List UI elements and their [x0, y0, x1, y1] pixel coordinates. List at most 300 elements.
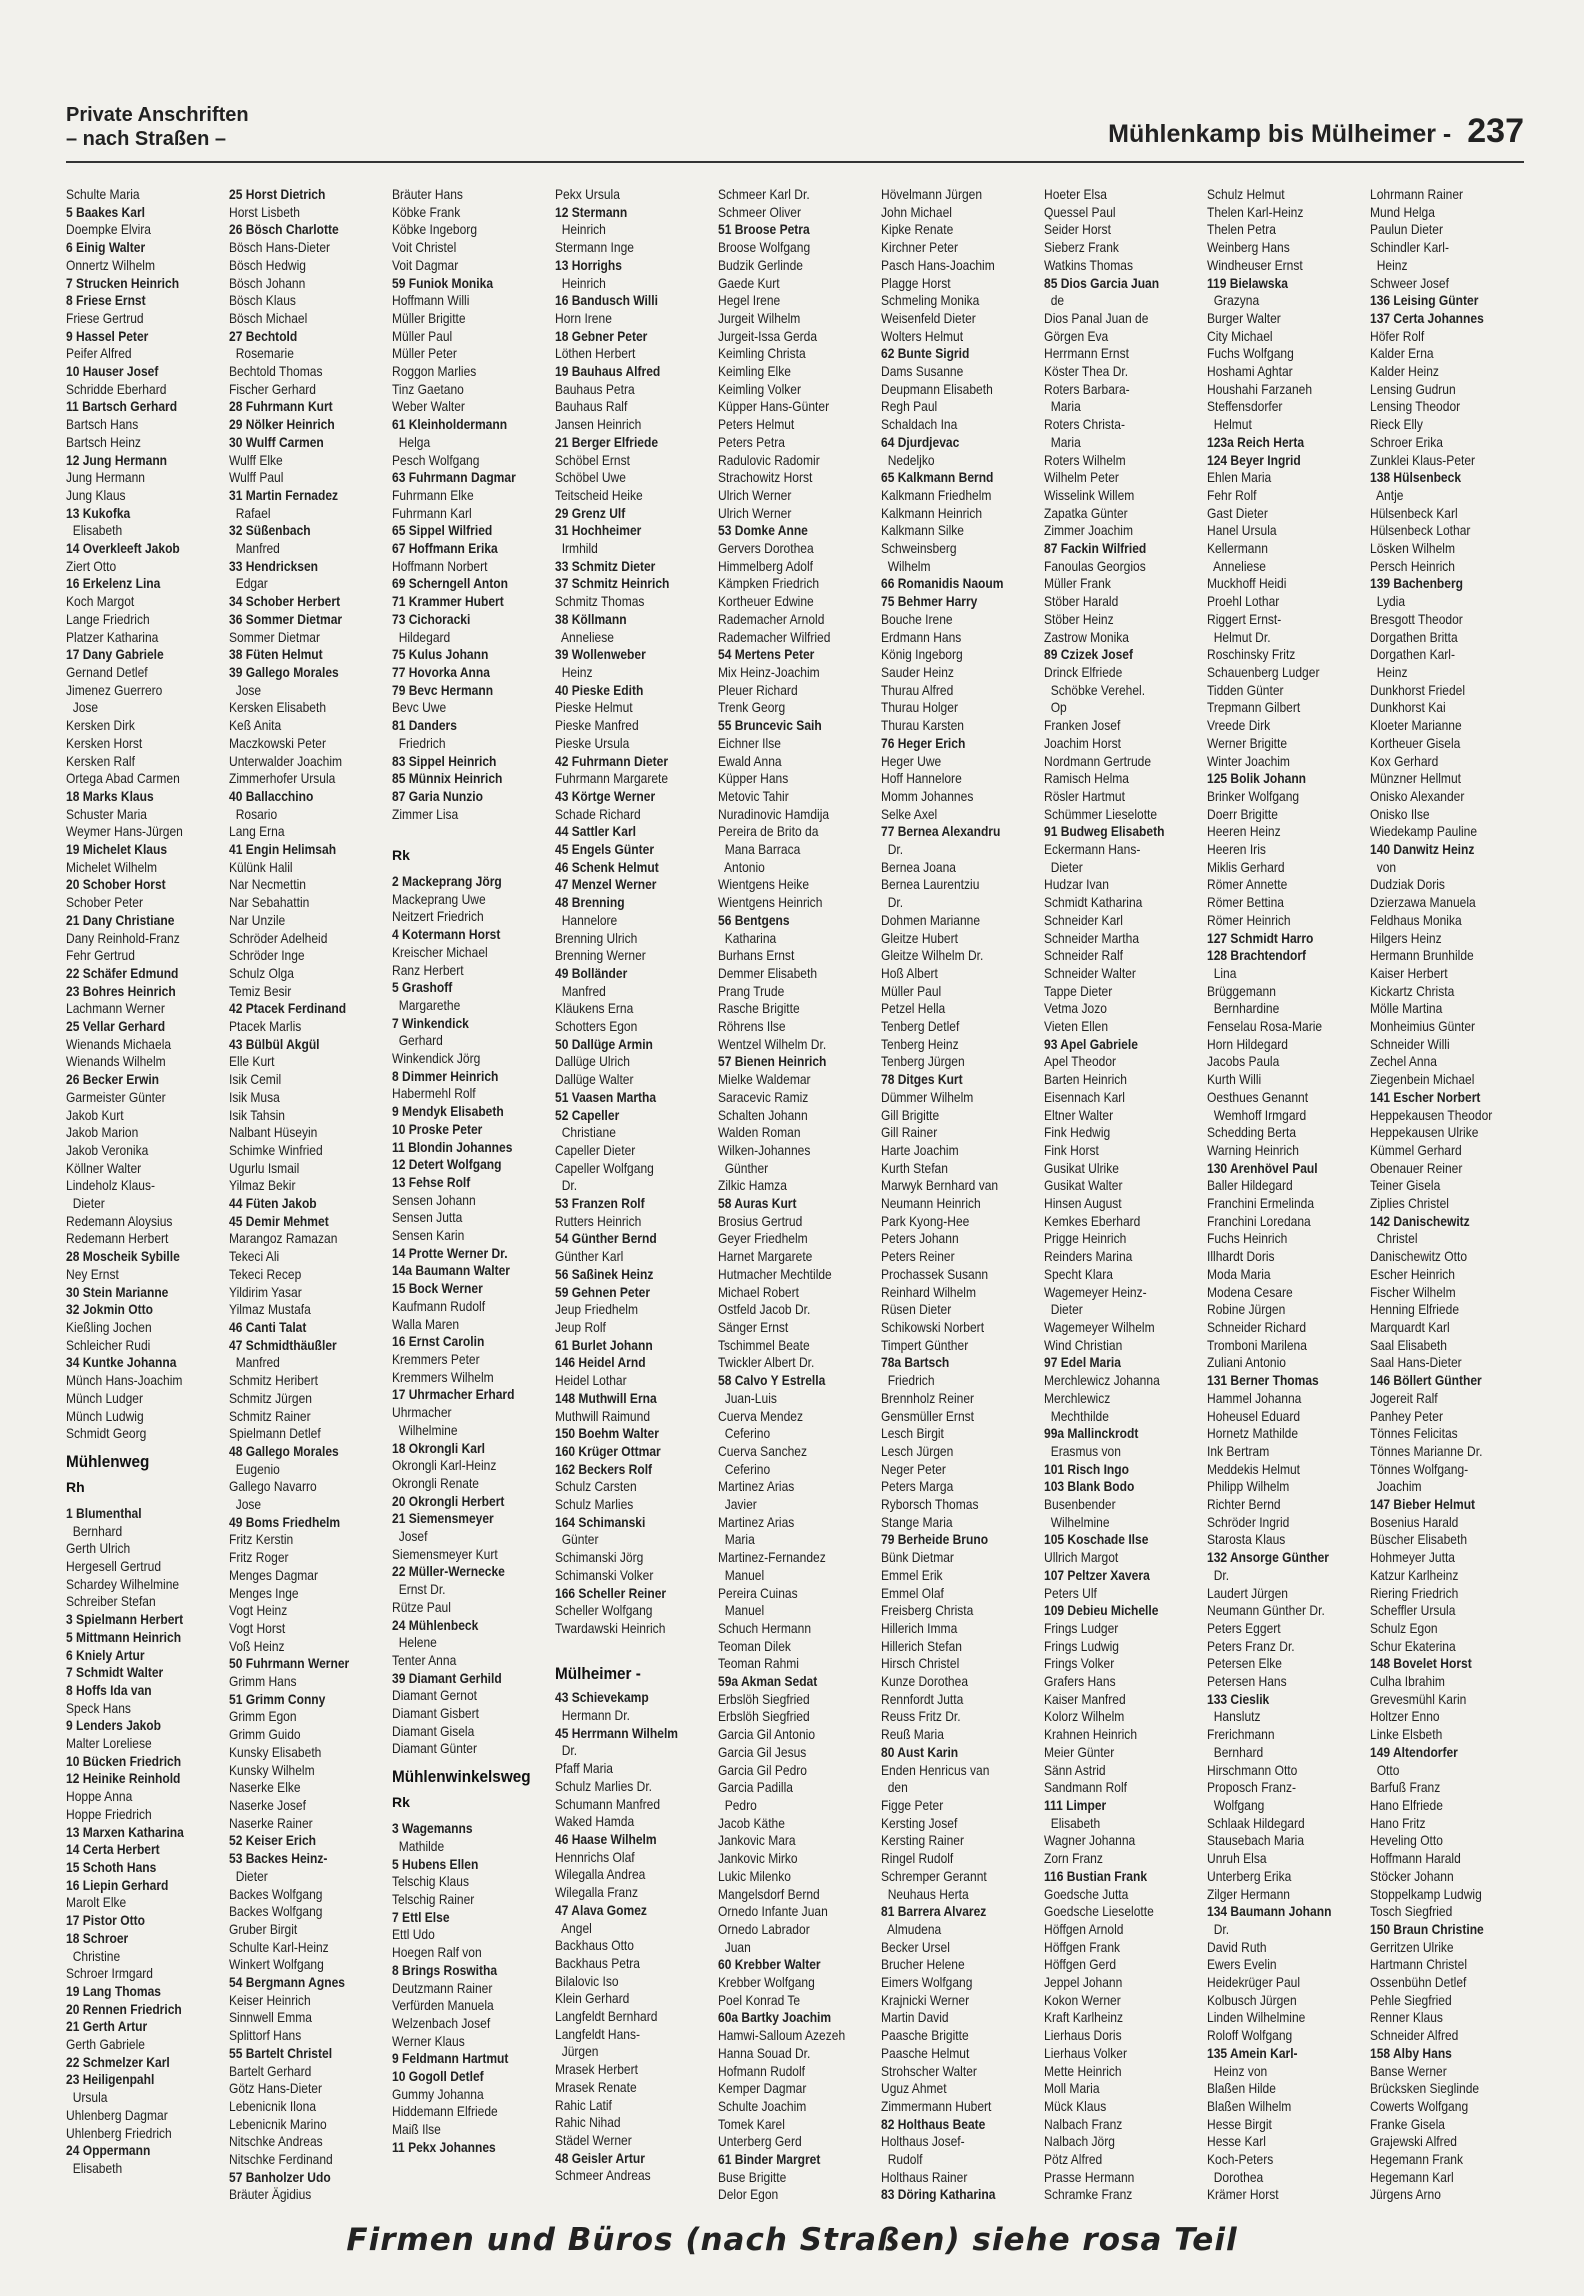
resident-entry: Günter	[555, 1531, 599, 1548]
resident-entry: Fritz Roger	[229, 1549, 289, 1566]
resident-entry: 119 Bielawska	[1207, 274, 1289, 291]
resident-entry: Köster Thea Dr.	[1044, 363, 1129, 380]
resident-entry: 30 Stein Marianne	[66, 1283, 169, 1300]
resident-entry: Naserke Rainer	[229, 1814, 313, 1831]
resident-entry: Wilegalla Andrea	[555, 1866, 646, 1883]
resident-entry: Jung Hermann	[66, 469, 145, 486]
resident-entry: Ceferino	[718, 1460, 771, 1477]
resident-entry: Schremper Gerannt	[881, 1867, 987, 1884]
resident-entry: Kalder Heinz	[1370, 363, 1439, 380]
resident-entry: Antje	[1370, 486, 1404, 503]
resident-entry: 75 Kulus Johann	[392, 646, 489, 663]
resident-entry: 111 Limper	[1044, 1796, 1107, 1813]
resident-entry: Zapatka Günter	[1044, 504, 1128, 521]
resident-entry: Emmel Olaf	[881, 1584, 944, 1601]
resident-entry: Dorothea	[1207, 2168, 1264, 2185]
resident-entry: Dallüge Ulrich	[555, 1053, 630, 1070]
resident-entry: Schneider Ralf	[1044, 947, 1123, 964]
resident-entry: Paulun Dieter	[1370, 221, 1443, 238]
resident-entry: Bösch Michael	[229, 309, 308, 326]
resident-entry: Kokon Werner	[1044, 1991, 1121, 2008]
resident-entry: Kortheuer Edwine	[718, 593, 814, 610]
resident-entry: 148 Bovelet Horst	[1370, 1655, 1472, 1672]
resident-entry: Rademacher Wilfried	[718, 628, 831, 645]
resident-entry: Gerth Gabriele	[66, 2036, 145, 2053]
resident-entry: Hillerich Imma	[881, 1619, 958, 1636]
column-9	[1370, 186, 1530, 2206]
resident-entry: Katzur Karlheinz	[1370, 1566, 1459, 1583]
resident-entry: 56 Saßinek Heinz	[555, 1265, 654, 1282]
resident-entry: Schmidt Georg	[66, 1425, 147, 1442]
resident-entry: Jankovic Mara	[718, 1832, 796, 1849]
resident-entry: Neger Peter	[881, 1460, 946, 1477]
resident-entry: Kolbusch Jürgen	[1207, 1991, 1297, 2008]
resident-entry: Heinz	[1370, 663, 1408, 680]
resident-entry: Kunze Dorothea	[881, 1673, 969, 1690]
resident-entry: Schneider Willi	[1370, 1035, 1450, 1052]
resident-entry: 3 Spielmann Herbert	[66, 1611, 184, 1628]
resident-entry: Kersken Elisabeth	[229, 699, 327, 716]
resident-entry: Lina	[1207, 964, 1237, 981]
resident-entry: 38 Füten Helmut	[229, 646, 323, 663]
resident-entry: Baller Hildegard	[1207, 1177, 1293, 1194]
resident-entry: 62 Bunte Sigrid	[881, 345, 970, 362]
resident-entry: Schmeling Monika	[881, 292, 980, 309]
resident-entry: Barten Heinrich	[1044, 1071, 1127, 1088]
street-heading: Mühlenwinkelsweg	[392, 1767, 531, 1787]
resident-entry: Hohmeyer Jutta	[1370, 1549, 1455, 1566]
resident-entry: Menges Inge	[229, 1584, 299, 1601]
resident-entry: 73 Cichoracki	[392, 610, 471, 627]
resident-entry: Specht Klara	[1044, 1265, 1113, 1282]
resident-entry: 55 Bartelt Christel	[229, 2044, 333, 2061]
resident-entry: Nitschke Ferdinand	[229, 2151, 333, 2168]
resident-entry: Platzer Katharina	[66, 628, 159, 645]
resident-entry: Hudzar Ivan	[1044, 876, 1109, 893]
resident-entry: 15 Schoth Hans	[66, 1858, 157, 1875]
resident-entry: Joachim Horst	[1044, 734, 1121, 751]
resident-entry: Ugurlu Ismail	[229, 1159, 300, 1176]
resident-entry: Erdmann Hans	[881, 628, 962, 645]
resident-entry: Brosius Gertrud	[718, 1212, 803, 1229]
resident-entry: Kraft Karlheinz	[1044, 2009, 1123, 2026]
resident-entry: Grimm Guido	[229, 1726, 301, 1743]
resident-entry: 44 Sattler Karl	[555, 823, 636, 840]
resident-entry: Tidden Günter	[1207, 681, 1284, 698]
resident-entry: Teitscheid Heike	[555, 486, 643, 503]
resident-entry: Uhlenberg Dagmar	[66, 2106, 168, 2123]
resident-entry: Pfaff Maria	[555, 1760, 613, 1777]
resident-entry: 60a Bartky Joachim	[718, 2009, 832, 2026]
resident-entry: Wilken-Johannes	[718, 1141, 811, 1158]
resident-entry: Buse Brigitte	[718, 2168, 787, 2185]
resident-entry: 27 Bechtold	[229, 327, 298, 344]
resident-entry: 19 Bauhaus Alfred	[555, 363, 661, 380]
resident-entry: Fanoulas Georgios	[1044, 557, 1146, 574]
resident-entry: Grevesmühl Karin	[1370, 1690, 1467, 1707]
resident-entry: 7 Ettl Else	[392, 1908, 450, 1925]
resident-entry: 51 Grimm Conny	[229, 1690, 326, 1707]
resident-entry: Ziegenbein Michael	[1370, 1071, 1475, 1088]
resident-entry: Danischewitz Otto	[1370, 1248, 1468, 1265]
resident-entry: Backhaus Otto	[555, 1937, 634, 1954]
resident-entry: 32 Süßenbach	[229, 522, 311, 539]
resident-entry: 66 Romanidis Naoum	[881, 575, 1004, 592]
resident-entry: 134 Baumann Johann	[1207, 1903, 1332, 1920]
resident-entry: Vogt Horst	[229, 1619, 286, 1636]
resident-entry: Köllner Walter	[66, 1159, 142, 1176]
resident-entry: Irmhild	[555, 540, 598, 557]
resident-entry: 5 Grashoff	[392, 979, 453, 996]
resident-entry: 3 Wagemanns	[392, 1820, 473, 1837]
resident-entry: Roters Wilhelm	[1044, 451, 1126, 468]
resident-entry: Naserke Elke	[229, 1779, 301, 1796]
resident-entry: Zilger Hermann	[1207, 1885, 1290, 1902]
resident-entry: Rosemarie	[229, 345, 294, 362]
resident-entry: Muckhoff Heidi	[1207, 575, 1287, 592]
resident-entry: Persch Heinrich	[1370, 557, 1455, 574]
resident-entry: Strohscher Walter	[881, 2062, 977, 2079]
resident-entry: Jacob Käthe	[718, 1814, 785, 1831]
resident-entry: Kaiser Manfred	[1044, 1690, 1126, 1707]
resident-entry: Warning Heinrich	[1207, 1141, 1299, 1158]
resident-entry: Küpper Hans	[718, 770, 789, 787]
resident-entry: Christel	[1370, 1230, 1418, 1247]
resident-entry: Malter Loreliese	[66, 1735, 152, 1752]
resident-entry: Stange Maria	[881, 1513, 953, 1530]
resident-entry: Rutters Heinrich	[555, 1212, 642, 1229]
resident-entry: Eisennach Karl	[1044, 1088, 1125, 1105]
resident-entry: Höfer Rolf	[1370, 327, 1425, 344]
resident-entry: 158 Alby Hans	[1370, 2044, 1452, 2061]
resident-entry: Gerritzen Ulrike	[1370, 1938, 1454, 1955]
resident-entry: Dr.	[1207, 1920, 1230, 1937]
resident-entry: Uguz Ahmet	[881, 2080, 947, 2097]
resident-entry: 44 Füten Jakob	[229, 1195, 317, 1212]
resident-entry: Zimmerhofer Ursula	[229, 770, 336, 787]
resident-entry: 80 Aust Karin	[881, 1743, 959, 1760]
resident-entry: Riggert Ernst-	[1207, 610, 1282, 627]
resident-entry: de	[1044, 292, 1065, 309]
resident-entry: Münch Hans-Joachim	[66, 1372, 183, 1389]
resident-entry: Brinker Wolfgang	[1207, 787, 1300, 804]
resident-entry: 63 Fuhrmann Dagmar	[392, 469, 516, 486]
resident-entry: 83 Sippel Heinrich	[392, 752, 497, 769]
resident-entry: Bouche Irene	[881, 610, 953, 627]
resident-entry: Onnertz Wilhelm	[66, 256, 155, 273]
resident-entry: Horn Irene	[555, 309, 612, 326]
resident-entry: Ursula	[66, 2089, 108, 2106]
resident-entry: Proposch Franz-	[1207, 1779, 1296, 1796]
resident-entry: 77 Hovorka Anna	[392, 663, 490, 680]
resident-entry: Ossenbühn Detlef	[1370, 1974, 1467, 1991]
resident-entry: Helene	[392, 1634, 437, 1651]
resident-entry: 21 Siemensmeyer	[392, 1510, 494, 1527]
resident-entry: 8 Brings Roswitha	[392, 1961, 498, 1978]
resident-entry: Koch Margot	[66, 593, 135, 610]
resident-entry: Ehlen Maria	[1207, 469, 1272, 486]
resident-entry: Schroer Irmgard	[66, 1965, 153, 1982]
resident-entry: Sieberz Frank	[1044, 239, 1119, 256]
resident-entry: Schreiber Stefan	[66, 1593, 156, 1610]
resident-entry: Wilhelm Peter	[1044, 469, 1119, 486]
resident-entry: Gruber Birgit	[229, 1920, 298, 1937]
resident-entry: 11 Blondin Johannes	[392, 1138, 513, 1155]
resident-entry: Demmer Elisabeth	[718, 964, 818, 981]
resident-entry: Dunkhorst Friedel	[1370, 681, 1466, 698]
resident-entry: 65 Sippel Wilfried	[392, 522, 493, 539]
resident-entry: Bresgott Theodor	[1370, 610, 1463, 627]
resident-entry: Himmelberg Adolf	[718, 557, 814, 574]
resident-entry: Roters Christa-	[1044, 416, 1125, 433]
resident-entry: 14a Baumann Walter	[392, 1262, 510, 1279]
resident-entry: 8 Hoffs Ida van	[66, 1681, 152, 1698]
resident-entry: Nalbant Hüseyin	[229, 1124, 318, 1141]
resident-entry: Tosch Siegfried	[1370, 1903, 1453, 1920]
resident-entry: 132 Ansorge Günther	[1207, 1549, 1329, 1566]
resident-entry: Kipke Renate	[881, 221, 954, 238]
resident-entry: Unruh Elsa	[1207, 1850, 1267, 1867]
resident-entry: 16 Bandusch Willi	[555, 292, 658, 309]
resident-entry: Drinck Elfriede	[1044, 663, 1123, 680]
resident-entry: Gernand Detlef	[66, 663, 148, 680]
listing-columns	[66, 186, 1526, 2206]
resident-entry: Rösler Hartmut	[1044, 787, 1125, 804]
resident-entry: Pekx Ursula	[555, 186, 620, 202]
resident-entry: Panhey Peter	[1370, 1407, 1443, 1424]
resident-entry: 39 Gallego Morales	[229, 663, 339, 680]
resident-entry: Splittorf Hans	[229, 2027, 302, 2044]
resident-entry: Jeup Friedhelm	[555, 1301, 638, 1318]
resident-entry: Diamant Gisbert	[392, 1705, 479, 1722]
resident-entry: Pötz Alfred	[1044, 2151, 1103, 2168]
resident-entry: 53 Domke Anne	[718, 522, 808, 539]
resident-entry: Obenauer Reiner	[1370, 1159, 1463, 1176]
resident-entry: Schneider Alfred	[1370, 2027, 1459, 2044]
resident-entry: Ney Ernst	[66, 1265, 119, 1282]
resident-entry: Grafers Hans	[1044, 1673, 1116, 1690]
resident-entry: Brenning Werner	[555, 947, 646, 964]
resident-entry: Rahic Latif	[555, 2096, 612, 2113]
resident-entry: Gerhard	[392, 1032, 443, 1049]
resident-entry: Schmidt Katharina	[1044, 894, 1143, 911]
resident-entry: Zechel Anna	[1370, 1053, 1437, 1070]
resident-entry: Hildegard	[392, 628, 451, 645]
resident-entry: Banse Werner	[1370, 2062, 1447, 2079]
resident-entry: Elisabeth	[66, 522, 123, 539]
resident-entry: Horst Lisbeth	[229, 203, 300, 220]
street-heading: Mülheimer -	[555, 1664, 641, 1684]
resident-entry: 14 Certa Herbert	[66, 1841, 160, 1858]
resident-entry: Jankovic Mirko	[718, 1850, 798, 1867]
resident-entry: Eichner Ilse	[718, 734, 781, 751]
resident-entry: 81 Danders	[392, 717, 457, 734]
resident-entry: Ernst Dr.	[392, 1581, 446, 1598]
resident-entry: Schneider Martha	[1044, 929, 1140, 946]
resident-entry: Maiß Ilse	[392, 2121, 441, 2138]
resident-entry: Fuhrmann Karl	[392, 504, 472, 521]
resident-entry: Linden Wilhelmine	[1207, 2009, 1306, 2026]
resident-entry: Schotters Egon	[555, 1018, 638, 1035]
resident-entry: Römer Bettina	[1207, 894, 1284, 911]
resident-entry: 12 Stermann	[555, 203, 628, 220]
resident-entry: Heger Uwe	[881, 752, 942, 769]
page-header-right	[1108, 112, 1524, 151]
resident-entry: Mathilde	[392, 1837, 445, 1854]
resident-entry: Martinez Arias	[718, 1513, 795, 1530]
resident-entry: Peters Eggert	[1207, 1619, 1281, 1636]
resident-entry: Telschig Rainer	[392, 1890, 475, 1907]
resident-entry: Ostfeld Jacob Dr.	[718, 1301, 811, 1318]
resident-entry: Hornetz Mathilde	[1207, 1425, 1299, 1442]
resident-entry: 75 Behmer Harry	[881, 593, 978, 610]
resident-entry: Fink Hedwig	[1044, 1124, 1111, 1141]
resident-entry: Fenselau Rosa-Marie	[1207, 1018, 1323, 1035]
resident-entry: Martin David	[881, 2009, 949, 2026]
resident-entry: Hegemann Karl	[1370, 2168, 1454, 2185]
resident-entry: Wienands Wilhelm	[66, 1053, 166, 1070]
resident-entry: Fehr Gertrud	[66, 947, 135, 964]
resident-entry: Müller Peter	[392, 345, 457, 362]
resident-entry: 6 Einig Walter	[66, 239, 146, 256]
resident-entry: Rasche Brigitte	[718, 1000, 800, 1017]
resident-entry: Wulff Elke	[229, 451, 283, 468]
resident-entry: 43 Bülbül Akgül	[229, 1035, 320, 1052]
resident-entry: Isik Cemil	[229, 1071, 282, 1088]
resident-entry: Ziert Otto	[66, 557, 117, 574]
resident-entry: Windheuser Ernst	[1207, 256, 1303, 273]
resident-entry: Heeren Heinz	[1207, 823, 1281, 840]
resident-entry: Heidekrüger Paul	[1207, 1974, 1301, 1991]
resident-entry: 43 Schievekamp	[555, 1689, 649, 1706]
resident-entry: 109 Debieu Michelle	[1044, 1602, 1159, 1619]
resident-entry: Münzner Hellmut	[1370, 770, 1462, 787]
resident-entry: Habermehl Rolf	[392, 1085, 476, 1102]
resident-entry: Ulrich Werner	[718, 504, 792, 521]
resident-entry: Ornedo Labrador	[718, 1920, 810, 1937]
resident-entry: 22 Müller-Wernecke	[392, 1563, 505, 1580]
resident-entry: Franchini Ermelinda	[1207, 1195, 1315, 1212]
resident-entry: Schlaak Hildegard	[1207, 1814, 1305, 1831]
resident-entry: John Michael	[881, 203, 952, 220]
resident-entry: Becker Ursel	[881, 1938, 950, 1955]
resident-entry: Garmeister Günter	[66, 1088, 166, 1105]
resident-entry: Ornedo Infante Juan	[718, 1903, 828, 1920]
resident-entry: Kolorz Wilhelm	[1044, 1708, 1125, 1725]
resident-entry: Gusikat Ulrike	[1044, 1159, 1119, 1176]
resident-entry: Lukic Milenko	[718, 1867, 791, 1884]
resident-entry: Jürgens Arno	[1370, 2186, 1441, 2203]
resident-entry: Bösch Hedwig	[229, 256, 306, 273]
resident-entry: Peters Reiner	[881, 1248, 955, 1265]
resident-entry: Josef	[392, 1528, 428, 1545]
resident-entry: Kreischer Michael	[392, 943, 488, 960]
resident-entry: Angel	[555, 1919, 592, 1936]
resident-entry: Jeppel Johann	[1044, 1974, 1123, 1991]
resident-entry: Lebenicnik Marino	[229, 2115, 327, 2132]
resident-entry: Schweinsberg	[881, 540, 957, 557]
resident-entry: Dudziak Doris	[1370, 876, 1445, 893]
resident-entry: Schulz Marlies	[555, 1496, 634, 1513]
resident-entry: 23 Heiligenpahl	[66, 2071, 155, 2088]
resident-entry: 139 Bachenberg	[1370, 575, 1464, 592]
resident-entry: Tenberg Heinz	[881, 1035, 959, 1052]
resident-entry: Waked Hamda	[555, 1813, 635, 1830]
resident-entry: 125 Bolik Johann	[1207, 770, 1307, 787]
resident-entry: 56 Bentgens	[718, 911, 790, 928]
resident-entry: 8 Friese Ernst	[66, 292, 146, 309]
resident-entry: Ortega Abad Carmen	[66, 770, 180, 787]
resident-entry: Langfeldt Hans-	[555, 2025, 641, 2042]
resident-entry: Kersting Josef	[881, 1814, 958, 1831]
resident-entry: Kersting Rainer	[881, 1832, 964, 1849]
resident-entry: Anneliese	[1207, 557, 1266, 574]
resident-entry: Schöbel Uwe	[555, 469, 626, 486]
resident-entry: Franke Gisela	[1370, 2115, 1445, 2132]
resident-entry: Lohrmann Rainer	[1370, 186, 1464, 202]
resident-entry: Elisabeth	[1044, 1814, 1101, 1831]
resident-entry: Feldhaus Monika	[1370, 911, 1462, 928]
resident-entry: 9 Mendyk Elisabeth	[392, 1103, 504, 1120]
resident-entry: Vreede Dirk	[1207, 717, 1271, 734]
resident-entry: Jurgeit-Issa Gerda	[718, 327, 818, 344]
resident-entry: Schimanski Volker	[555, 1566, 654, 1583]
resident-entry: Mangelsdorf Bernd	[718, 1885, 820, 1902]
resident-entry: Schaldach Ina	[881, 416, 958, 433]
resident-entry: 78a Bartsch	[881, 1354, 950, 1371]
resident-entry: 105 Koschade Ilse	[1044, 1531, 1149, 1548]
resident-entry: Dieter	[1044, 1301, 1083, 1318]
resident-entry: 79 Bevc Hermann	[392, 681, 494, 698]
resident-entry: 9 Lenders Jakob	[66, 1717, 162, 1734]
resident-entry: Uhrmacher	[392, 1404, 452, 1421]
resident-entry: 28 Moscheik Sybille	[66, 1248, 180, 1265]
resident-entry: Kalkmann Friedhelm	[881, 486, 992, 503]
resident-entry: Werner Brigitte	[1207, 734, 1288, 751]
resident-entry: Hoeter Elsa	[1044, 186, 1107, 202]
resident-entry: 83 Döring Katharina	[881, 2186, 996, 2203]
resident-entry: 39 Diamant Gerhild	[392, 1669, 502, 1686]
resident-entry: Grimm Egon	[229, 1708, 297, 1725]
resident-entry: 141 Escher Norbert	[1370, 1088, 1481, 1105]
resident-entry: 9 Feldmann Hartmut	[392, 2050, 509, 2067]
resident-entry: 52 Keiser Erich	[229, 1832, 317, 1849]
resident-entry: Dallüge Walter	[555, 1071, 634, 1088]
resident-entry: Paasche Helmut	[881, 2044, 970, 2061]
resident-entry: Voit Christel	[392, 239, 457, 256]
resident-entry: 127 Schmidt Harro	[1207, 929, 1314, 946]
resident-entry: Manfred	[229, 540, 280, 557]
resident-entry: Lange Friedrich	[66, 610, 150, 627]
resident-entry: Heinrich	[555, 274, 606, 291]
resident-entry: 17 Dany Gabriele	[66, 646, 164, 663]
resident-entry: 42 Fuhrmann Dieter	[555, 752, 669, 769]
resident-entry: Schmeer Karl Dr.	[718, 186, 810, 202]
resident-entry: Merchlewicz	[1044, 1389, 1111, 1406]
resident-entry: Römer Annette	[1207, 876, 1288, 893]
resident-entry: Jakob Veronika	[66, 1141, 149, 1158]
resident-entry: Jimenez Guerrero	[66, 681, 163, 698]
resident-entry: Regh Paul	[881, 398, 938, 415]
resident-entry: Antonio	[718, 858, 765, 875]
resident-entry: Manfred	[229, 1354, 280, 1371]
resident-entry: Prang Trude	[718, 982, 785, 999]
resident-entry: Dieter	[1044, 858, 1083, 875]
resident-entry: 31 Martin Fernadez	[229, 486, 339, 503]
resident-entry: Backhaus Petra	[555, 1954, 641, 1971]
resident-entry: Schridde Eberhard	[66, 380, 167, 397]
resident-entry: Schuster Maria	[66, 805, 147, 822]
